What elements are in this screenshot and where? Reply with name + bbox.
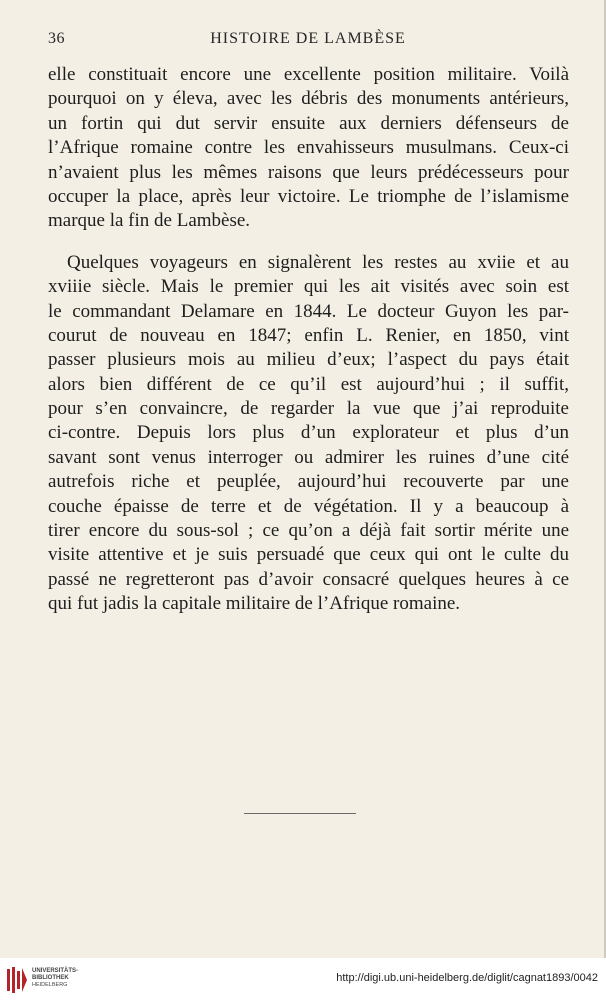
text-line: un fortin qui dut servir ensuite aux derniers défenseurs de bbox=[48, 112, 569, 134]
text-line: marque la fin de Lambèse. bbox=[48, 210, 251, 232]
text-line: le commandant Delamare en 1844. Le docteur Guyon les par- bbox=[48, 300, 569, 322]
text-line: courut de nouveau en 1847; enfin L. Renier, en 1850, vint bbox=[48, 324, 569, 346]
running-head bbox=[48, 30, 568, 52]
text-line: l’Afrique romaine contre les envahisseurs musulmans. Ceux-ci bbox=[48, 137, 569, 159]
text-line: xviiie siècle. Mais le premier qui les ait visités avec soin est bbox=[48, 276, 569, 298]
text-line: tirer encore du sous-sol ; ce qu’on a déjà fait sortir mérite une bbox=[48, 520, 569, 542]
body-text bbox=[48, 63, 569, 617]
running-title: HISTOIRE DE LAMBÈSE bbox=[210, 30, 406, 47]
text-line: occuper la place, après leur victoire. Le triomphe de l’islamisme bbox=[48, 185, 569, 207]
library-name-line: BIBLIOTHEK bbox=[32, 975, 69, 981]
text-line: qui fut jadis la capitale militaire de l’Afrique romaine. bbox=[48, 593, 461, 615]
text-line: visite attentive et je suis persuadé que ceux qui ont le culte du bbox=[48, 544, 569, 566]
text-line: couche épaisse de terre et de végétation. Il y a beaucoup à bbox=[48, 495, 569, 517]
text-line: pourquoi on y éleva, avec les débris des monuments antérieurs, bbox=[48, 88, 569, 110]
library-logo-icon bbox=[6, 966, 28, 994]
text-line: pour s’en convaincre, de regarder la vue que j’ai reproduite bbox=[48, 398, 569, 420]
text-line: autrefois riche et peuplée, aujourd’hui recouverte par une bbox=[48, 471, 569, 493]
paragraph-1 bbox=[48, 63, 569, 234]
library-city: HEIDELBERG bbox=[32, 982, 68, 988]
paragraph-gap bbox=[48, 234, 569, 251]
page-number: 36 bbox=[48, 30, 65, 47]
section-divider bbox=[244, 813, 356, 814]
text-line: elle constituait encore une excellente position militaire. Voilà bbox=[48, 64, 569, 85]
text-line: n’avaient plus les mêmes raisons que leurs prédécesseurs pour bbox=[48, 161, 569, 183]
library-name bbox=[32, 968, 78, 989]
permalink-url[interactable]: http://digi.ub.uni-heidelberg.de/diglit/cagnat1893/0042 bbox=[336, 972, 598, 984]
text-line: alors bien différent de ce qu’il est aujourd’hui ; il suffit, bbox=[48, 373, 569, 395]
paragraph-2 bbox=[48, 251, 569, 617]
text-line: ci-contre. Depuis lors plus d’un explorateur et plus d’un bbox=[48, 422, 569, 444]
text-line: passé ne regretteront pas d’avoir consacré quelques heures à ce bbox=[48, 568, 569, 590]
text-line: savant sont venus interroger ou admirer les ruines d’une cité bbox=[48, 446, 569, 468]
library-name-line: UNIVERSITÄTS- bbox=[32, 968, 79, 974]
viewer-footer bbox=[0, 960, 606, 1002]
text-line: Quelques voyageurs en signalèrent les restes au xviie et au bbox=[67, 251, 569, 273]
text-line: passer plusieurs mois au milieu d’eux; l’aspect du pays était bbox=[48, 349, 569, 371]
